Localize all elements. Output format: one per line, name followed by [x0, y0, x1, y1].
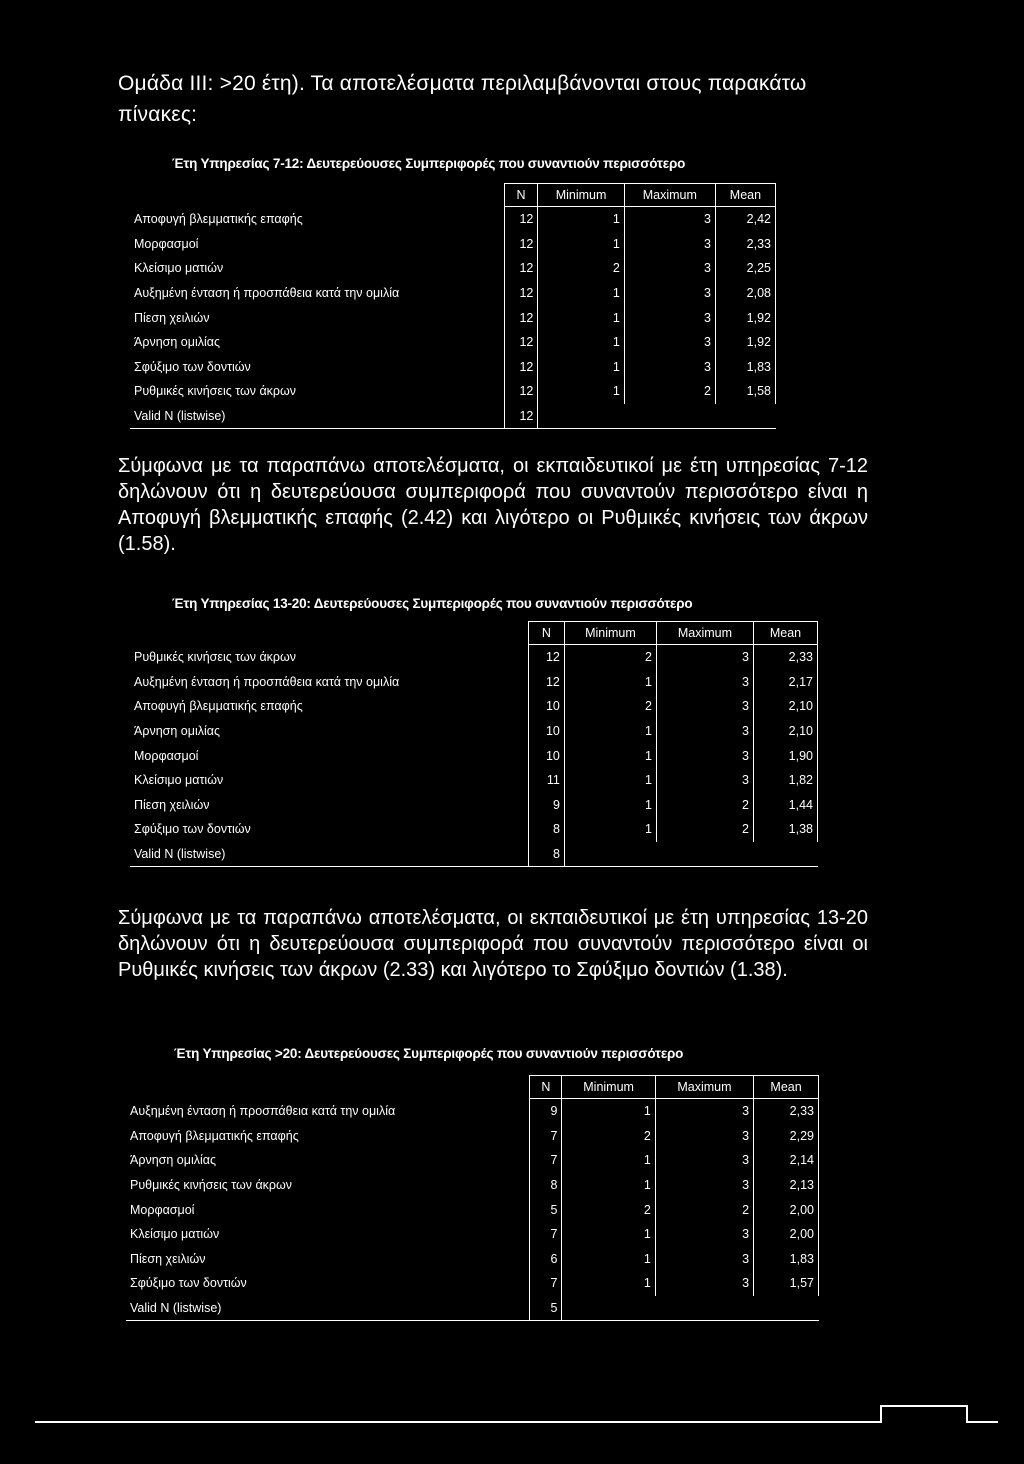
- table-row: [126, 1296, 819, 1321]
- table-row: [130, 379, 776, 404]
- table-row: [126, 1197, 819, 1222]
- table-cell: 1: [538, 281, 624, 306]
- footer-rule-mark-right: [966, 1405, 968, 1423]
- table-row: [130, 330, 776, 355]
- table-cell: 5: [530, 1197, 562, 1222]
- table-cell: 1: [562, 1247, 655, 1272]
- table-cell: 8: [528, 817, 564, 842]
- table-cell: 1,58: [715, 379, 775, 404]
- table-cell: 2: [538, 256, 624, 281]
- table-cell: 1: [564, 768, 656, 793]
- table-2-caption: Έτη Υπηρεσίας 13-20: Δευτερεύουσες Συμπεριφορές που συναντιούν περισσότερο: [172, 596, 693, 611]
- table-cell: 2: [564, 645, 656, 670]
- table-cell: 1: [538, 330, 624, 355]
- row-label: Αποφυγή βλεμματικής επαφής: [126, 1124, 530, 1149]
- table-cell: 3: [624, 330, 715, 355]
- table-cell: 3: [656, 694, 753, 719]
- table-cell: 12: [528, 670, 564, 695]
- table-cell: 2,00: [754, 1222, 819, 1247]
- table-cell: 1,57: [754, 1271, 819, 1296]
- row-label: Πίεση χειλιών: [126, 1247, 530, 1272]
- table-cell: 1: [562, 1173, 655, 1198]
- table-cell: 2: [562, 1197, 655, 1222]
- table-row: [130, 232, 776, 257]
- table-cell: 12: [504, 355, 538, 380]
- table-cell: 1: [538, 207, 624, 232]
- table-row: [126, 1148, 819, 1173]
- table-cell: 3: [656, 670, 753, 695]
- table-row: [130, 256, 776, 281]
- table-cell: 2: [564, 694, 656, 719]
- row-label: Ρυθμικές κινήσεις των άκρων: [130, 645, 528, 670]
- column-header: Mean: [754, 622, 818, 645]
- table-cell: 2,33: [715, 232, 775, 257]
- row-label: Σφύξιμο των δοντιών: [130, 817, 528, 842]
- row-label: Valid N (listwise): [126, 1296, 530, 1321]
- table-cell: 3: [655, 1247, 753, 1272]
- summary-paragraph-1: Σύμφωνα με τα παραπάνω αποτελέσματα, οι εκπαιδευτικοί με έτη υπηρεσίας 7-12 δηλώνουν ότι η δευτερεύουσα συμπεριφορά που συναντούν περισσότερο είναι η Αποφυγή βλεμματικής επαφής (2.42) και λιγότερο οι Ρυθμικές κινήσεις των άκρων (1.58).: [118, 455, 868, 555]
- table-cell: 1: [562, 1148, 655, 1173]
- row-label: Μορφασμοί: [126, 1197, 530, 1222]
- table-cell: 12: [504, 281, 538, 306]
- table-row: [126, 1222, 819, 1247]
- column-header: N: [504, 184, 538, 207]
- table-cell: 12: [504, 232, 538, 257]
- table-row: [130, 645, 818, 670]
- header-blank: [130, 622, 528, 645]
- row-label: Σφύξιμο των δοντιών: [130, 355, 504, 380]
- column-header: Maximum: [655, 1076, 753, 1099]
- table-cell: 1: [562, 1099, 655, 1124]
- table-cell: [624, 404, 715, 429]
- row-label: Σφύξιμο των δοντιών: [126, 1271, 530, 1296]
- table-cell: 1,92: [715, 305, 775, 330]
- table-cell: 1: [564, 793, 656, 818]
- summary-paragraph-2: Σύμφωνα με τα παραπάνω αποτελέσματα, οι εκπαιδευτικοί με έτη υπηρεσίας 13-20 δηλώνουν ότι η δευτερεύουσα συμπεριφορά που συναντούν περισσότερο είναι οι Ρυθμικές κινήσεις των άκρων (2.33) και λιγότερο το Σφύξιμο δοντιών (1.38).: [118, 907, 868, 981]
- table-cell: 2,33: [754, 1099, 819, 1124]
- table-cell: 3: [656, 743, 753, 768]
- column-header: Minimum: [562, 1076, 655, 1099]
- column-header: N: [528, 622, 564, 645]
- table-cell: 3: [655, 1148, 753, 1173]
- table-cell: 1,82: [754, 768, 818, 793]
- table-row: [130, 404, 776, 429]
- table-cell: 2: [655, 1197, 753, 1222]
- table-cell: 2,13: [754, 1173, 819, 1198]
- table-cell: 12: [504, 404, 538, 429]
- table-cell: 12: [504, 379, 538, 404]
- row-label: Άρνηση ομιλίας: [130, 719, 528, 744]
- column-header: Minimum: [564, 622, 656, 645]
- table-cell: [715, 404, 775, 429]
- table-cell: 2,17: [754, 670, 818, 695]
- footer-rule-mark-top: [882, 1405, 968, 1407]
- table-cell: [562, 1296, 655, 1321]
- table-cell: 1,90: [754, 743, 818, 768]
- column-header: N: [530, 1076, 562, 1099]
- table-cell: 3: [655, 1099, 753, 1124]
- table-row: [130, 305, 776, 330]
- table-cell: 2,08: [715, 281, 775, 306]
- table-cell: 9: [528, 793, 564, 818]
- stats-table-2: [130, 621, 818, 867]
- table-row: [130, 355, 776, 380]
- table-cell: 1: [562, 1271, 655, 1296]
- table-cell: 1,92: [715, 330, 775, 355]
- table-cell: 1: [564, 743, 656, 768]
- table-row: [126, 1099, 819, 1124]
- row-label: Άρνηση ομιλίας: [130, 330, 504, 355]
- header-blank: [130, 184, 504, 207]
- table-cell: [538, 404, 624, 429]
- table-cell: 1: [538, 305, 624, 330]
- table-cell: 2: [656, 793, 753, 818]
- table-cell: 1: [538, 232, 624, 257]
- table-row: [130, 670, 818, 695]
- table-3-caption: Έτη Υπηρεσίας >20: Δευτερεύουσες Συμπεριφορές που συναντιούν περισσότερο: [174, 1046, 684, 1061]
- table-cell: 9: [530, 1099, 562, 1124]
- table-cell: 5: [530, 1296, 562, 1321]
- table-cell: [754, 842, 818, 867]
- table-cell: 1,83: [715, 355, 775, 380]
- table-cell: 7: [530, 1271, 562, 1296]
- table-cell: 8: [528, 842, 564, 867]
- table-row: [130, 793, 818, 818]
- table-cell: 3: [655, 1271, 753, 1296]
- row-label: Μορφασμοί: [130, 743, 528, 768]
- stats-table-1: [130, 183, 776, 429]
- table-cell: 1: [564, 719, 656, 744]
- column-header: Mean: [715, 184, 775, 207]
- table-cell: 2: [656, 817, 753, 842]
- table-row: [130, 743, 818, 768]
- table-cell: 12: [504, 207, 538, 232]
- table-cell: 3: [624, 355, 715, 380]
- table-cell: 3: [624, 207, 715, 232]
- table-cell: 7: [530, 1222, 562, 1247]
- table-cell: 3: [655, 1222, 753, 1247]
- row-label: Άρνηση ομιλίας: [126, 1148, 530, 1173]
- table-cell: 7: [530, 1148, 562, 1173]
- intro-paragraph: Ομάδα ΙΙΙ: >20 έτη). Τα αποτελέσματα περιλαμβάνονται στους παρακάτω πίνακες:: [118, 72, 807, 126]
- table-cell: 3: [655, 1124, 753, 1149]
- row-label: Αποφυγή βλεμματικής επαφής: [130, 207, 504, 232]
- table-cell: 10: [528, 719, 564, 744]
- table-cell: 2,10: [754, 719, 818, 744]
- column-header: Minimum: [538, 184, 624, 207]
- row-label: Κλείσιμο ματιών: [130, 256, 504, 281]
- table-cell: 12: [528, 645, 564, 670]
- table-cell: 3: [656, 768, 753, 793]
- table-cell: 10: [528, 694, 564, 719]
- table-cell: 2,25: [715, 256, 775, 281]
- table-cell: 3: [624, 256, 715, 281]
- table-cell: 3: [656, 645, 753, 670]
- table-cell: 2,10: [754, 694, 818, 719]
- table-cell: 1: [564, 670, 656, 695]
- table-cell: [754, 1296, 819, 1321]
- table-cell: 2: [562, 1124, 655, 1149]
- table-cell: [656, 842, 753, 867]
- row-label: Αυξημένη ένταση ή προσπάθεια κατά την ομιλία: [130, 281, 504, 306]
- table-1-caption: Έτη Υπηρεσίας 7-12: Δευτερεύουσες Συμπεριφορές που συναντιούν περισσότερο: [172, 156, 686, 171]
- table-cell: 3: [624, 281, 715, 306]
- table-cell: 7: [530, 1124, 562, 1149]
- row-label: Μορφασμοί: [130, 232, 504, 257]
- table-cell: 2,33: [754, 645, 818, 670]
- row-label: Αυξημένη ένταση ή προσπάθεια κατά την ομιλία: [130, 670, 528, 695]
- table-cell: 1,38: [754, 817, 818, 842]
- footer-rule-left: [35, 1421, 880, 1423]
- table-row: [126, 1124, 819, 1149]
- table-cell: 2,29: [754, 1124, 819, 1149]
- table-row: [130, 281, 776, 306]
- table-row: [130, 842, 818, 867]
- table-row: [126, 1271, 819, 1296]
- row-label: Κλείσιμο ματιών: [130, 768, 528, 793]
- table-cell: 10: [528, 743, 564, 768]
- table-cell: 1,44: [754, 793, 818, 818]
- column-header: Mean: [754, 1076, 819, 1099]
- row-label: Αποφυγή βλεμματικής επαφής: [130, 694, 528, 719]
- row-label: Valid N (listwise): [130, 404, 504, 429]
- table-cell: 1: [562, 1222, 655, 1247]
- table-cell: 3: [655, 1173, 753, 1198]
- table-cell: 1: [538, 355, 624, 380]
- row-label: Ρυθμικές κινήσεις των άκρων: [126, 1173, 530, 1198]
- table-cell: 8: [530, 1173, 562, 1198]
- column-header: Maximum: [656, 622, 753, 645]
- table-cell: [564, 842, 656, 867]
- row-label: Valid N (listwise): [130, 842, 528, 867]
- table-cell: 3: [624, 232, 715, 257]
- table-cell: 6: [530, 1247, 562, 1272]
- row-label: Πίεση χειλιών: [130, 305, 504, 330]
- stats-table-3: [126, 1075, 819, 1321]
- table-row: [130, 817, 818, 842]
- footer-rule-right: [968, 1421, 998, 1423]
- footer-rule-mark-left: [880, 1405, 882, 1423]
- header-blank: [126, 1076, 530, 1099]
- table-row: [126, 1173, 819, 1198]
- column-header: Maximum: [624, 184, 715, 207]
- table-cell: 1: [564, 817, 656, 842]
- table-cell: 2,00: [754, 1197, 819, 1222]
- table-cell: 1: [538, 379, 624, 404]
- table-cell: 2,14: [754, 1148, 819, 1173]
- table-cell: 3: [624, 305, 715, 330]
- row-label: Πίεση χειλιών: [130, 793, 528, 818]
- table-cell: 12: [504, 330, 538, 355]
- table-row: [130, 694, 818, 719]
- table-cell: [655, 1296, 753, 1321]
- row-label: Ρυθμικές κινήσεις των άκρων: [130, 379, 504, 404]
- table-cell: 2,42: [715, 207, 775, 232]
- table-cell: 11: [528, 768, 564, 793]
- row-label: Κλείσιμο ματιών: [126, 1222, 530, 1247]
- table-cell: 12: [504, 256, 538, 281]
- table-row: [130, 768, 818, 793]
- table-cell: 12: [504, 305, 538, 330]
- table-row: [130, 207, 776, 232]
- table-row: [126, 1247, 819, 1272]
- table-cell: 2: [624, 379, 715, 404]
- table-row: [130, 719, 818, 744]
- row-label: Αυξημένη ένταση ή προσπάθεια κατά την ομιλία: [126, 1099, 530, 1124]
- table-cell: 3: [656, 719, 753, 744]
- table-cell: 1,83: [754, 1247, 819, 1272]
